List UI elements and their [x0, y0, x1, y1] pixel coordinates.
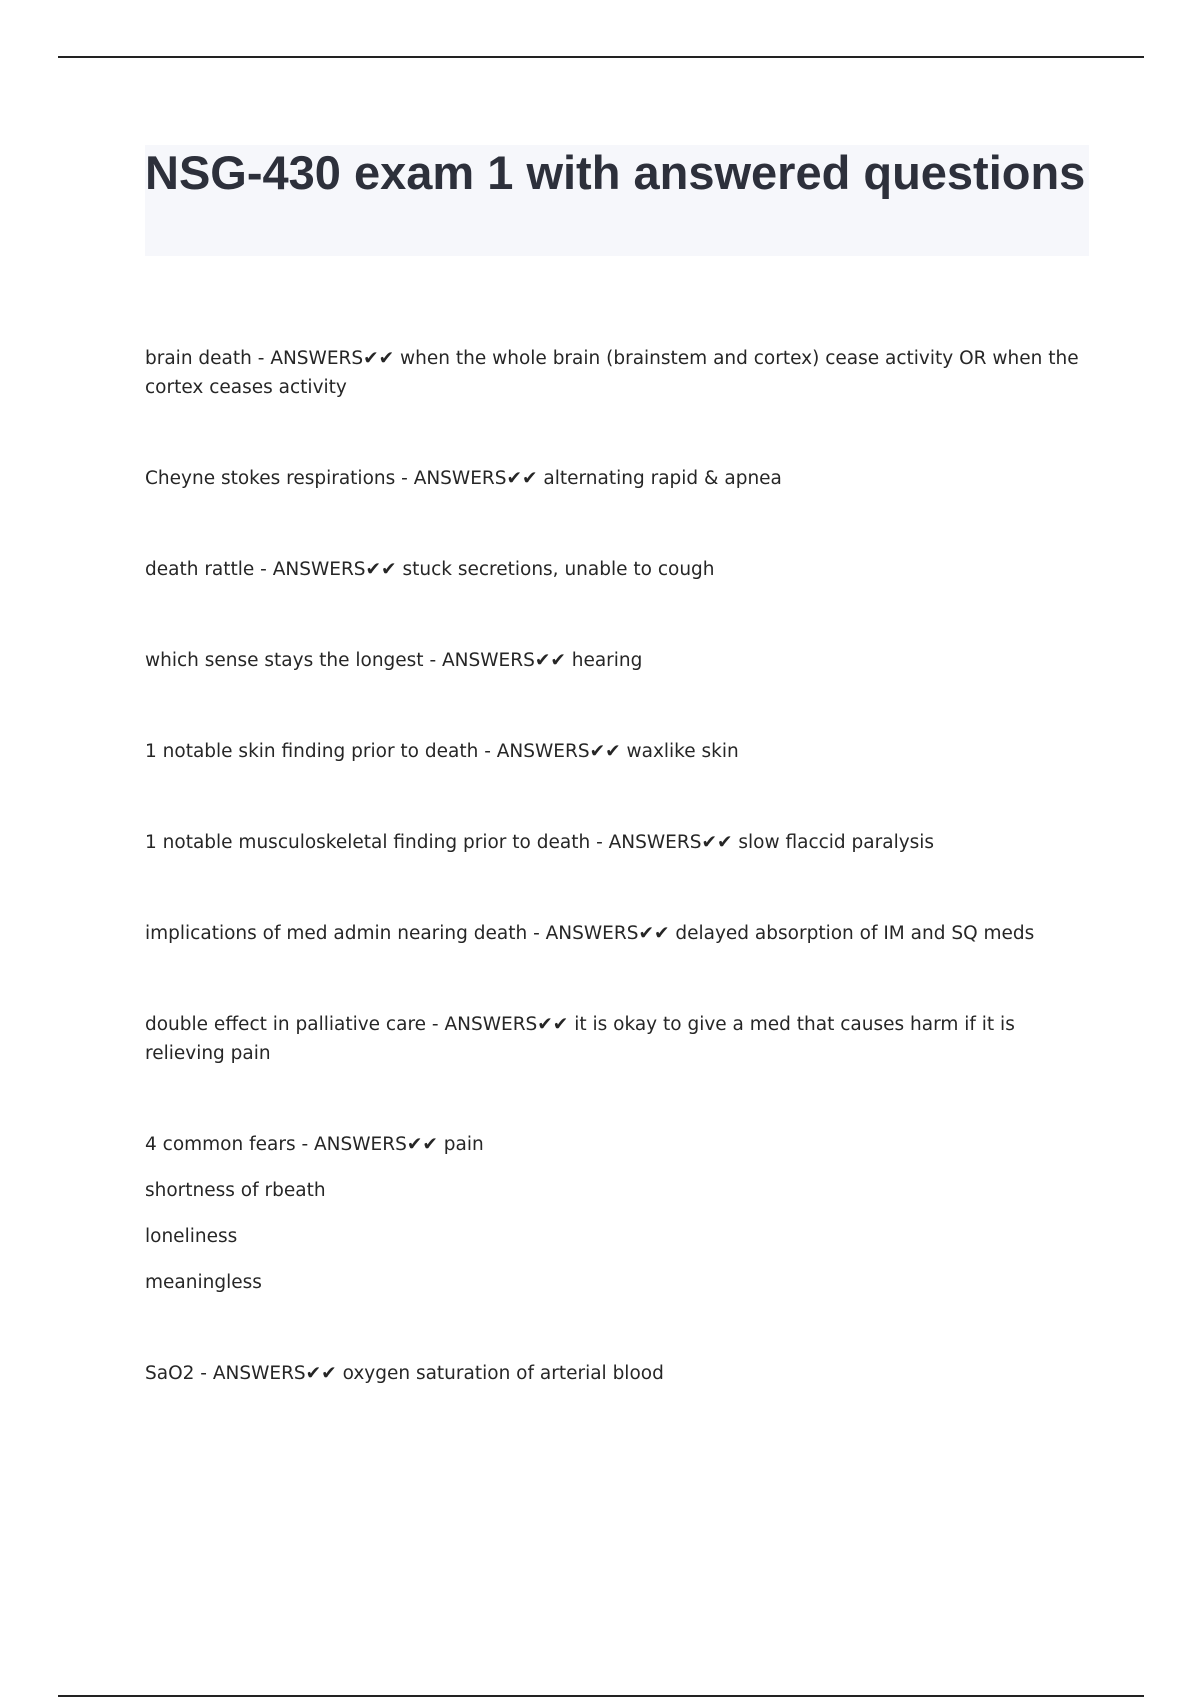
- qa-answer-line: shortness of rbeath: [145, 1180, 326, 1201]
- answers-marker: ANSWERS✔✔: [442, 650, 566, 671]
- qa-term: brain death: [145, 348, 252, 369]
- top-rule: [58, 56, 1144, 58]
- answers-marker: ANSWERS✔✔: [272, 559, 397, 580]
- qa-term: Cheyne stokes respirations: [145, 468, 396, 489]
- qa-answer: stuck secretions, unable to cough: [402, 559, 715, 580]
- qa-term: implications of med admin nearing death: [145, 923, 528, 944]
- answers-marker: ANSWERS✔✔: [413, 468, 538, 489]
- qa-term: 4 common fears: [145, 1134, 296, 1155]
- qa-answer: waxlike skin: [626, 741, 739, 762]
- answers-marker: ANSWERS✔✔: [608, 832, 733, 853]
- qa-item: implications of med admin nearing death - ANSWERS✔✔ delayed absorption of IM and SQ meds: [145, 923, 1035, 944]
- qa-term: death rattle: [145, 559, 255, 580]
- qa-term: which sense stays the longest: [145, 650, 424, 671]
- qa-item: double effect in palliative care - ANSWERS✔✔ it is okay to give a med that causes harm if it is relieving pain: [145, 1014, 1015, 1064]
- answers-marker: ANSWERS✔✔: [496, 741, 621, 762]
- qa-item: 4 common fears - ANSWERS✔✔ pain shortness of rbeath loneliness meaningless: [145, 1130, 1085, 1297]
- qa-item: 1 notable musculoskeletal finding prior to death - ANSWERS✔✔ slow flaccid paralysis: [145, 832, 935, 853]
- qa-item: death rattle - ANSWERS✔✔ stuck secretions, unable to cough: [145, 559, 715, 580]
- qa-answer: when the whole brain (brainstem and cortex) cease activity OR when the cortex ceases activity: [145, 348, 1079, 398]
- qa-answer-line: loneliness: [145, 1226, 238, 1247]
- document-title: NSG-430 exam 1 with answered questions: [145, 146, 1086, 199]
- answers-marker: ANSWERS✔✔: [545, 923, 670, 944]
- qa-term: SaO2: [145, 1363, 195, 1384]
- qa-term: 1 notable musculoskeletal finding prior to death: [145, 832, 591, 853]
- qa-answer: oxygen saturation of arterial blood: [342, 1363, 664, 1384]
- qa-answer: pain: [443, 1134, 484, 1155]
- bottom-rule: [58, 1695, 1144, 1697]
- qa-item: 1 notable skin finding prior to death - ANSWERS✔✔ waxlike skin: [145, 741, 739, 762]
- qa-term: 1 notable skin finding prior to death: [145, 741, 479, 762]
- qa-term: double effect in palliative care: [145, 1014, 427, 1035]
- qa-item: SaO2 - ANSWERS✔✔ oxygen saturation of arterial blood: [145, 1363, 664, 1384]
- qa-list: [145, 344, 1085, 1450]
- qa-answer-line: meaningless: [145, 1272, 262, 1293]
- qa-answer: slow flaccid paralysis: [738, 832, 935, 853]
- qa-item: Cheyne stokes respirations - ANSWERS✔✔ alternating rapid & apnea: [145, 468, 782, 489]
- answers-marker: ANSWERS✔✔: [314, 1134, 438, 1155]
- answers-marker: ANSWERS✔✔: [444, 1014, 569, 1035]
- answers-marker: ANSWERS✔✔: [212, 1363, 337, 1384]
- qa-answer: hearing: [571, 650, 643, 671]
- answers-marker: ANSWERS✔✔: [270, 348, 395, 369]
- qa-answer: alternating rapid & apnea: [543, 468, 782, 489]
- qa-item: brain death - ANSWERS✔✔ when the whole brain (brainstem and cortex) cease activity OR when the cortex ceases activity: [145, 348, 1079, 398]
- qa-answer: delayed absorption of IM and SQ meds: [675, 923, 1035, 944]
- qa-answer: it is okay to give a med that causes harm if it is relieving pain: [145, 1014, 1015, 1064]
- qa-item: which sense stays the longest - ANSWERS✔✔ hearing: [145, 650, 643, 671]
